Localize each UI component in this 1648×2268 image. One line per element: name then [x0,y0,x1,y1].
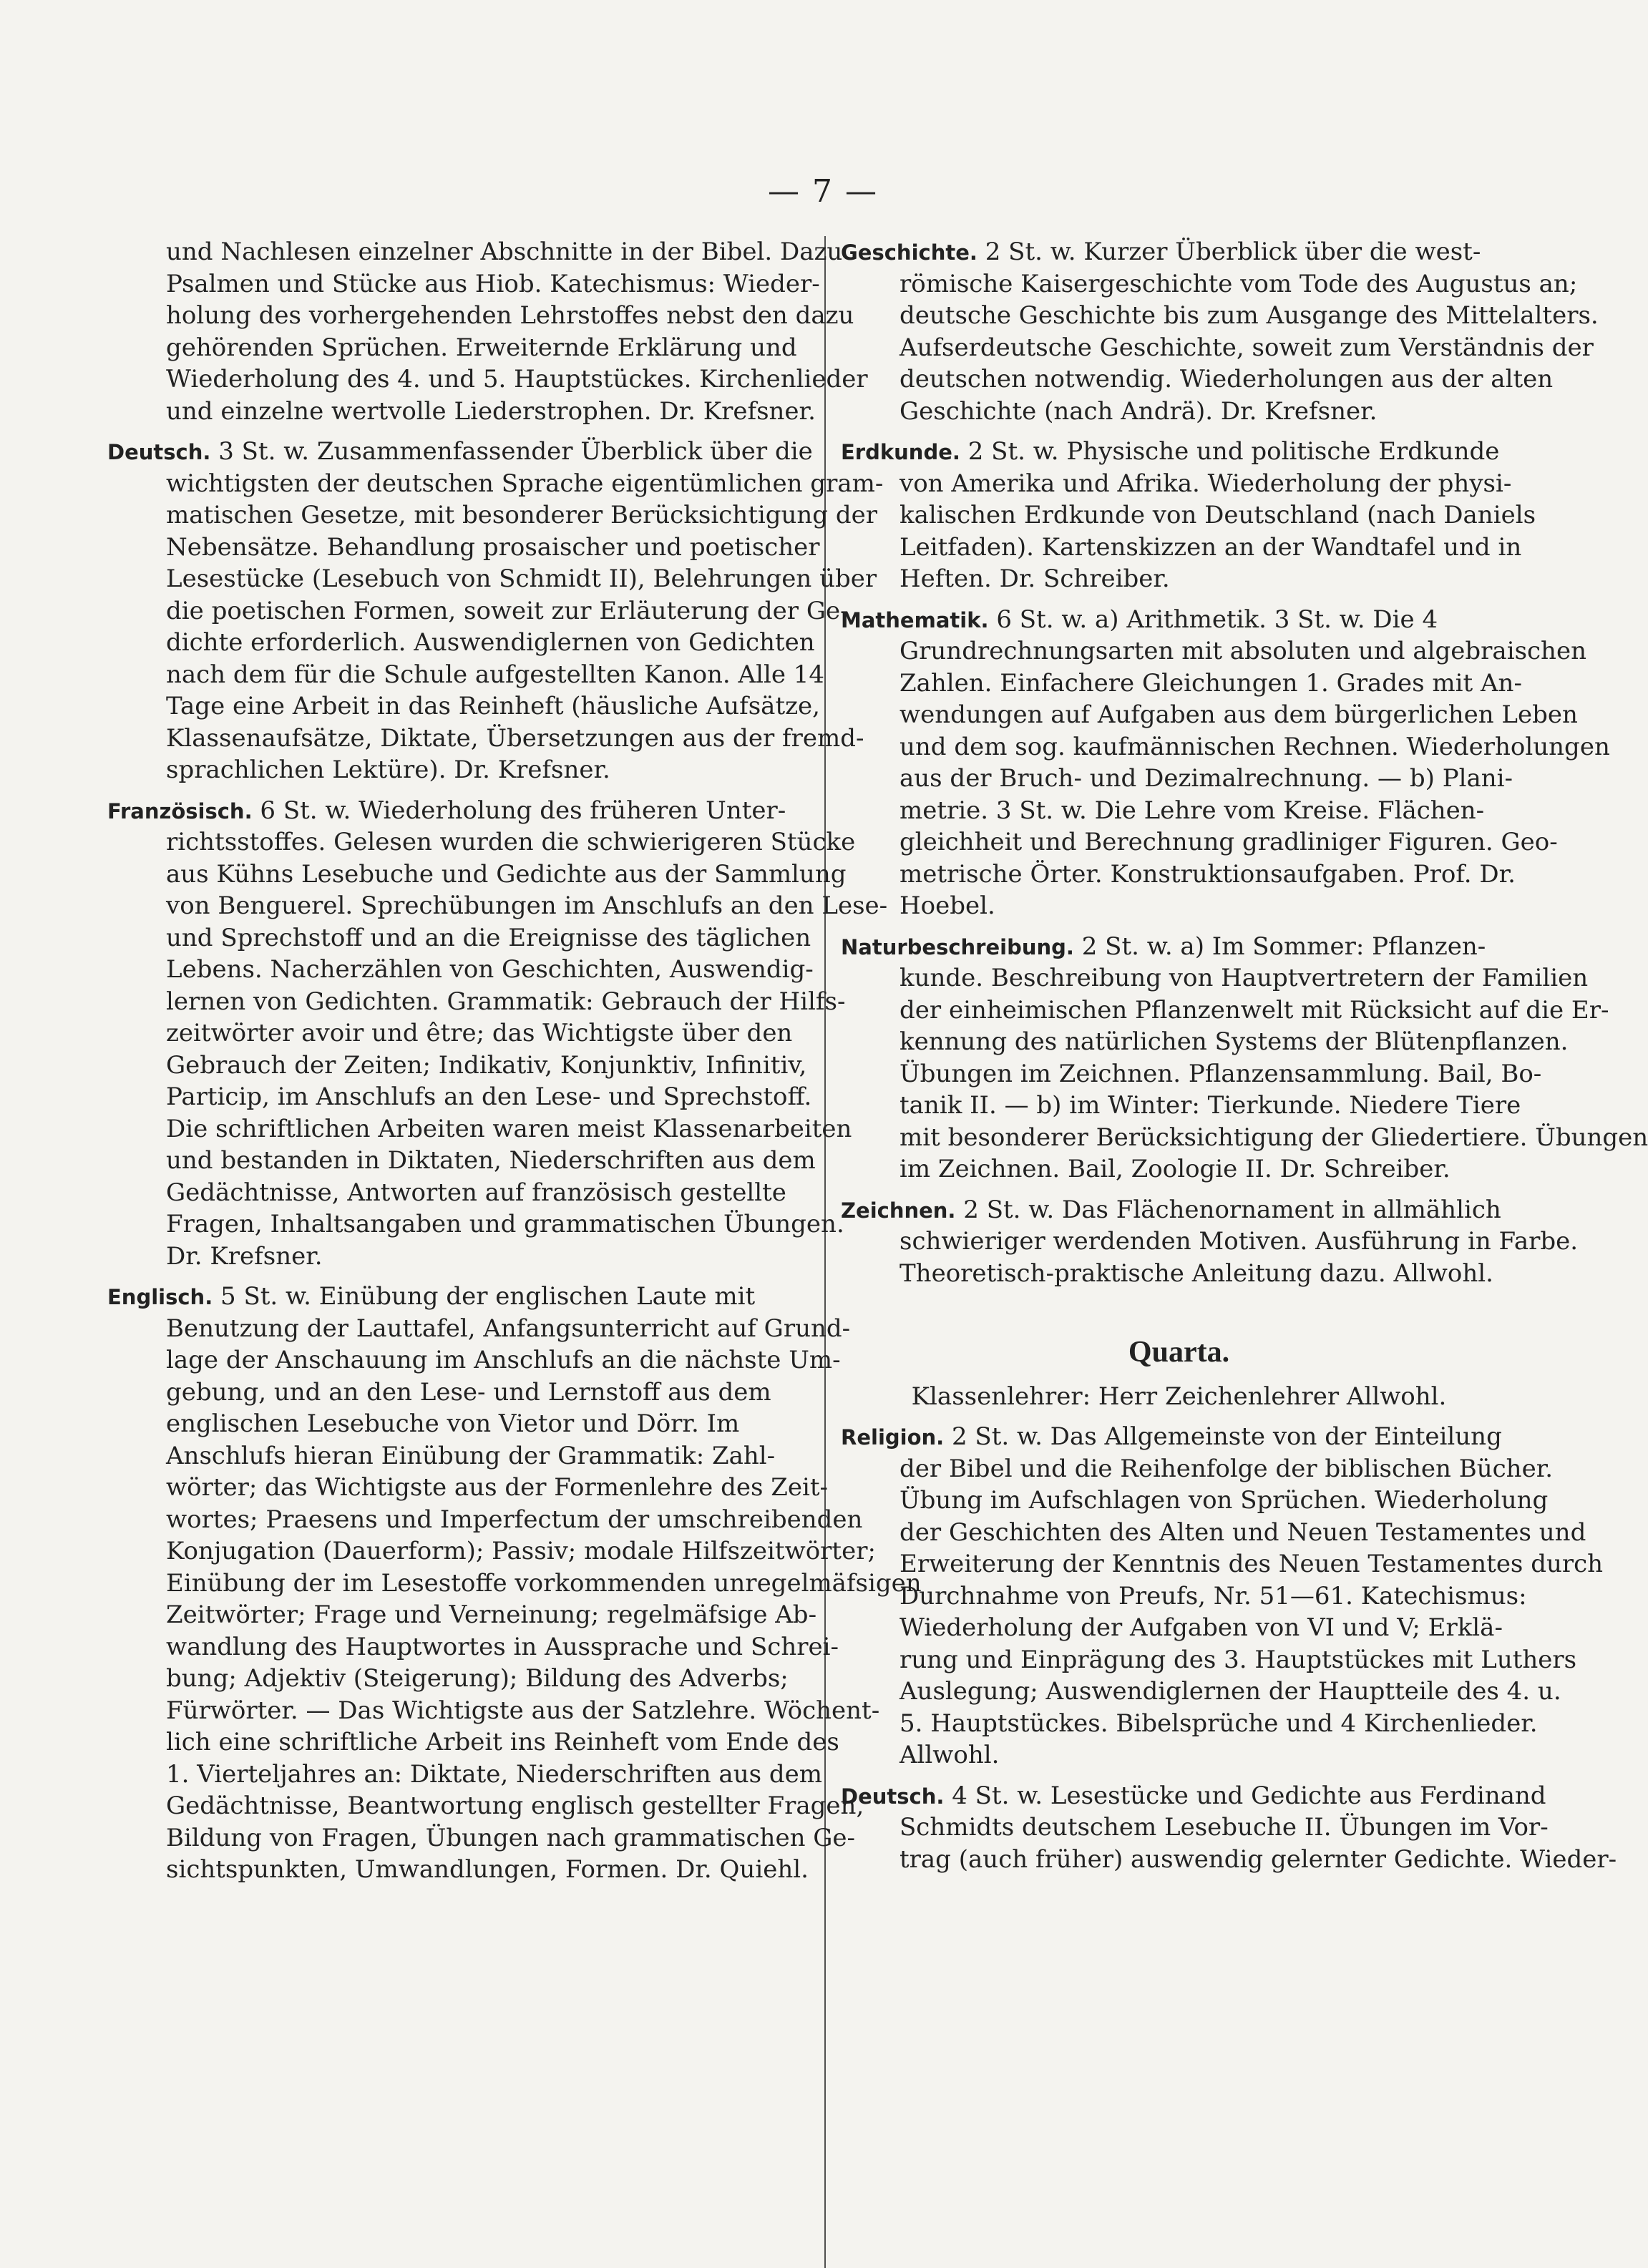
text-line: 2 St. w. Kurzer Überblick über die west- [985,238,1481,266]
class-teacher-line: Klassenlehrer: Herr Zeichenlehrer Allwohl. [911,1382,1447,1411]
text-line: der einheimischen Pflanzenwelt mit Rücksicht auf die Er- [899,995,1609,1025]
section-heading: Quarta. [1128,1336,1230,1369]
text-line: Gebrauch der Zeiten; Indikativ, Konjunktiv, Infinitiv, [166,1050,807,1080]
subject-label: Französisch. [107,798,253,823]
subject-entry-naturbeschreibung [841,931,1648,1186]
text-line: Übungen im Zeichnen. Pflanzensammlung. Bail, Bo- [899,1059,1542,1088]
subject-entry-mathematik [841,604,1610,922]
right-column [841,236,1648,1884]
subject-label: Zeichnen. [841,1198,956,1223]
text-line: Die schriftlichen Arbeiten waren meist Klassenarbeiten [166,1114,852,1143]
text-line: Particip, im Anschlufs an den Lese- und Sprechstoff. [166,1082,812,1111]
text-line: Gedächtnisse, Beantwortung englisch gestellter Fragen, [166,1792,864,1820]
text-line: 2 St. w. Das Allgemeinste von der Einteilung [951,1422,1502,1451]
text-line: Lesestücke (Lesebuch von Schmidt II), Belehrungen über [166,564,877,593]
text-line: von Benguerel. Sprechübungen im Anschlufs an den Lese- [166,891,888,920]
text-line: Auslegung; Auswendiglernen der Hauptteile des 4. u. [899,1677,1561,1706]
text-line: Anschlufs hieran Einübung der Grammatik: Zahl- [166,1441,776,1470]
text-line: aus der Bruch- und Dezimalrechnung. — b) Plani- [899,764,1513,793]
subject-label: Naturbeschreibung. [841,934,1074,959]
intro-paragraph [107,236,868,427]
text-line: deutschen notwendig. Wiederholungen aus der alten [899,365,1554,394]
text-line: Allwohl. [899,1741,1000,1769]
text-line: sprachlichen Lektüre). Dr. Krefsner. [166,756,610,784]
subject-entry-deutsch [107,436,884,786]
text-line: 6 St. w. Wiederholung des früheren Unter- [260,796,786,825]
text-line: 3 St. w. Zusammenfassender Überblick über die [218,437,813,466]
text-line: wandlung des Hauptwortes in Aussprache und Schrei- [166,1632,839,1661]
text-line: 5. Hauptstückes. Bibelsprüche und 4 Kirchenlieder. [899,1709,1538,1738]
text-line: sichtspunkten, Umwandlungen, Formen. Dr. Quiehl. [166,1855,809,1884]
text-line: Zahlen. Einfachere Gleichungen 1. Grades mit An- [899,668,1522,698]
text-line: lich eine schriftliche Arbeit ins Reinheft vom Ende des [166,1728,839,1756]
text-line: Zeitwörter; Frage und Verneinung; regelmäfsige Ab- [166,1600,817,1629]
text-line: Tage eine Arbeit in das Reinheft (häusliche Aufsätze, [166,692,820,720]
text-line: rung und Einprägung des 3. Hauptstückes mit Luthers [899,1645,1577,1674]
text-line: und dem sog. kaufmännischen Rechnen. Wiederholungen [899,732,1610,761]
subject-entry-erdkunde [841,436,1536,595]
text-line: der Geschichten des Alten und Neuen Testamentes und [899,1517,1586,1547]
subject-label: Deutsch. [107,440,211,464]
text-line: Fürwörter. — Das Wichtigste aus der Satzlehre. Wöchent- [166,1696,880,1725]
text-line: Geschichte (nach Andrä). Dr. Krefsner. [899,396,1378,426]
text-line: 4 St. w. Lesestücke und Gedichte aus Ferdinand [952,1781,1546,1810]
text-line: wendungen auf Aufgaben aus dem bürgerlichen Leben [899,700,1578,729]
text-line: Übung im Aufschlagen von Sprüchen. Wiederholung [899,1486,1549,1515]
text-line: Wiederholung der Aufgaben von VI und V; Erklä- [899,1613,1503,1642]
text-line: 2 St. w. a) Im Sommer: Pflanzen- [1081,932,1486,961]
subject-entry-religion [841,1421,1604,1771]
text-line: kennung des natürlichen Systems der Blütenpflanzen. [899,1027,1569,1056]
subject-entry-deutsch-quarta [841,1780,1617,1876]
text-line: nach dem für die Schule aufgestellten Kanon. Alle 14 [166,660,825,689]
text-line: holung des vorhergehenden Lehrstoffes nebst den dazu [166,301,854,330]
text-line: zeitwörter avoir und être; das Wichtigste über den [166,1019,793,1047]
text-line: und einzelne wertvolle Liederstrophen. Dr. Krefsner. [166,396,816,426]
text-line: Klassenaufsätze, Diktate, Übersetzungen aus der fremd- [166,723,864,753]
page-number: — 7 — [768,173,878,210]
subject-label: Religion. [841,1425,945,1450]
text-line: wörter; das Wichtigste aus der Formenlehre des Zeit- [166,1473,828,1502]
text-line: und bestanden in Diktaten, Niederschriften aus dem [166,1146,816,1175]
subject-entry-franzoesisch [107,795,888,1273]
text-line: trag (auch früher) auswendig gelernter Gedichte. Wieder- [899,1844,1617,1874]
text-line: 6 St. w. a) Arithmetik. 3 St. w. Die 4 [996,605,1438,634]
text-line: Dr. Krefsner. [166,1241,323,1271]
text-line: englischen Lesebuche von Vietor und Dörr. Im [166,1409,740,1438]
text-line: Konjugation (Dauerform); Passiv; modale Hilfszeitwörter; [166,1537,876,1565]
text-line: im Zeichnen. Bail, Zoologie II. Dr. Schreiber. [899,1155,1450,1183]
subject-label: Englisch. [107,1285,213,1309]
text-line: die poetischen Formen, soweit zur Erläuterung der Ge- [166,596,849,625]
text-line: Schmidts deutschem Lesebuche II. Übungen im Vor- [899,1813,1549,1842]
subject-entry-geschichte [841,236,1599,427]
text-line: metrische Örter. Konstruktionsaufgaben. Prof. Dr. [899,859,1516,889]
text-line: Heften. Dr. Schreiber. [899,564,1170,593]
text-line: dichte erforderlich. Auswendiglernen von Gedichten [166,628,815,657]
text-line: Einübung der im Lesestoffe vorkommenden unregelmäfsigen [166,1568,922,1598]
text-line: mit besonderer Berücksichtigung der Gliedertiere. Übungen [899,1123,1648,1152]
text-line: Nebensätze. Behandlung prosaischer und poetischer [166,532,820,562]
text-line: gleichheit und Berechnung gradliniger Figuren. Geo- [899,828,1558,856]
text-line: römische Kaisergeschichte vom Tode des Augustus an; [899,269,1578,298]
subject-entry-zeichnen [841,1194,1579,1290]
text-line: Durchnahme von Preufs, Nr. 51—61. Katechismus: [899,1581,1527,1610]
text-line: Aufserdeutsche Geschichte, soweit zum Verständnis der [899,333,1594,362]
text-line: Psalmen und Stücke aus Hiob. Katechismus: Wieder- [166,269,820,298]
text-line: schwieriger werdenden Motiven. Ausführung in Farbe. [899,1227,1579,1256]
text-line: Bildung von Fragen, Übungen nach grammatischen Ge- [166,1823,856,1852]
text-line: 5 St. w. Einübung der englischen Laute mit [220,1282,756,1311]
text-line: lage der Anschauung im Anschlufs an die nächste Um- [166,1346,841,1374]
column-divider [824,236,826,2268]
text-line: wichtigsten der deutschen Sprache eigentümlichen gram- [166,469,884,498]
text-line: 2 St. w. Das Flächenornament in allmählich [963,1195,1501,1224]
text-line: Hoebel. [899,891,995,920]
text-line: Wiederholung des 4. und 5. Hauptstückes. Kirchenlieder [166,365,868,394]
text-line: matischen Gesetze, mit besonderer Berücksichtigung der [166,501,878,529]
text-line: kunde. Beschreibung von Hauptvertretern der Familien [899,964,1589,992]
text-line: und Sprechstoff und an die Ereignisse des täglichen [166,923,811,952]
text-line: aus Kühns Lesebuche und Gedichte aus der Sammlung [166,859,847,889]
text-line: Leitfaden). Kartenskizzen an der Wandtafel und in [899,532,1522,562]
text-line: richtsstoffes. Gelesen wurden die schwierigeren Stücke [166,828,856,856]
text-line: metrie. 3 St. w. Die Lehre vom Kreise. Flächen- [899,796,1485,825]
text-line: von Amerika und Afrika. Wiederholung der physi- [899,469,1512,498]
text-line: lernen von Gedichten. Grammatik: Gebrauch der Hilfs- [166,987,846,1016]
subject-label: Mathematik. [841,607,989,632]
text-line: Theoretisch-praktische Anleitung dazu. Allwohl. [899,1258,1493,1288]
text-line: gebung, und an den Lese- und Lernstoff aus dem [166,1377,771,1407]
text-line: der Bibel und die Reihenfolge der biblischen Bücher. [899,1454,1554,1483]
text-line: kalischen Erdkunde von Deutschland (nach Daniels [899,501,1536,529]
text-line: 2 St. w. Physische und politische Erdkunde [967,437,1500,466]
text-line: Fragen, Inhaltsangaben und grammatischen Übungen. [166,1210,844,1238]
subject-label: Geschichte. [841,240,977,265]
text-line: 1. Vierteljahres an: Diktate, Niederschriften aus dem [166,1759,822,1789]
text-line: bung; Adjektiv (Steigerung); Bildung des Adverbs; [166,1664,789,1693]
text-line: Lebens. Nacherzählen von Geschichten, Auswendig- [166,955,814,984]
text-line: Grundrechnungsarten mit absoluten und algebraischen [899,637,1586,665]
text-line: Benutzung der Lauttafel, Anfangsunterricht auf Grund- [166,1314,851,1343]
text-line: gehörenden Sprüchen. Erweiternde Erklärung und [166,333,797,362]
subject-label: Deutsch. [841,1784,945,1809]
subject-label: Erdkunde. [841,440,960,464]
text-line: Gedächtnisse, Antworten auf französisch gestellte [166,1178,786,1207]
text-line: wortes; Praesens und Imperfectum der umschreibenden [166,1505,863,1534]
text-line: und Nachlesen einzelner Abschnitte in der Bibel. Dazu [166,238,843,266]
text-line: deutsche Geschichte bis zum Ausgange des Mittelalters. [899,301,1599,330]
text-line: tanik II. — b) im Winter: Tierkunde. Niedere Tiere [899,1091,1521,1120]
text-line: Erweiterung der Kenntnis des Neuen Testamentes durch [899,1550,1604,1578]
